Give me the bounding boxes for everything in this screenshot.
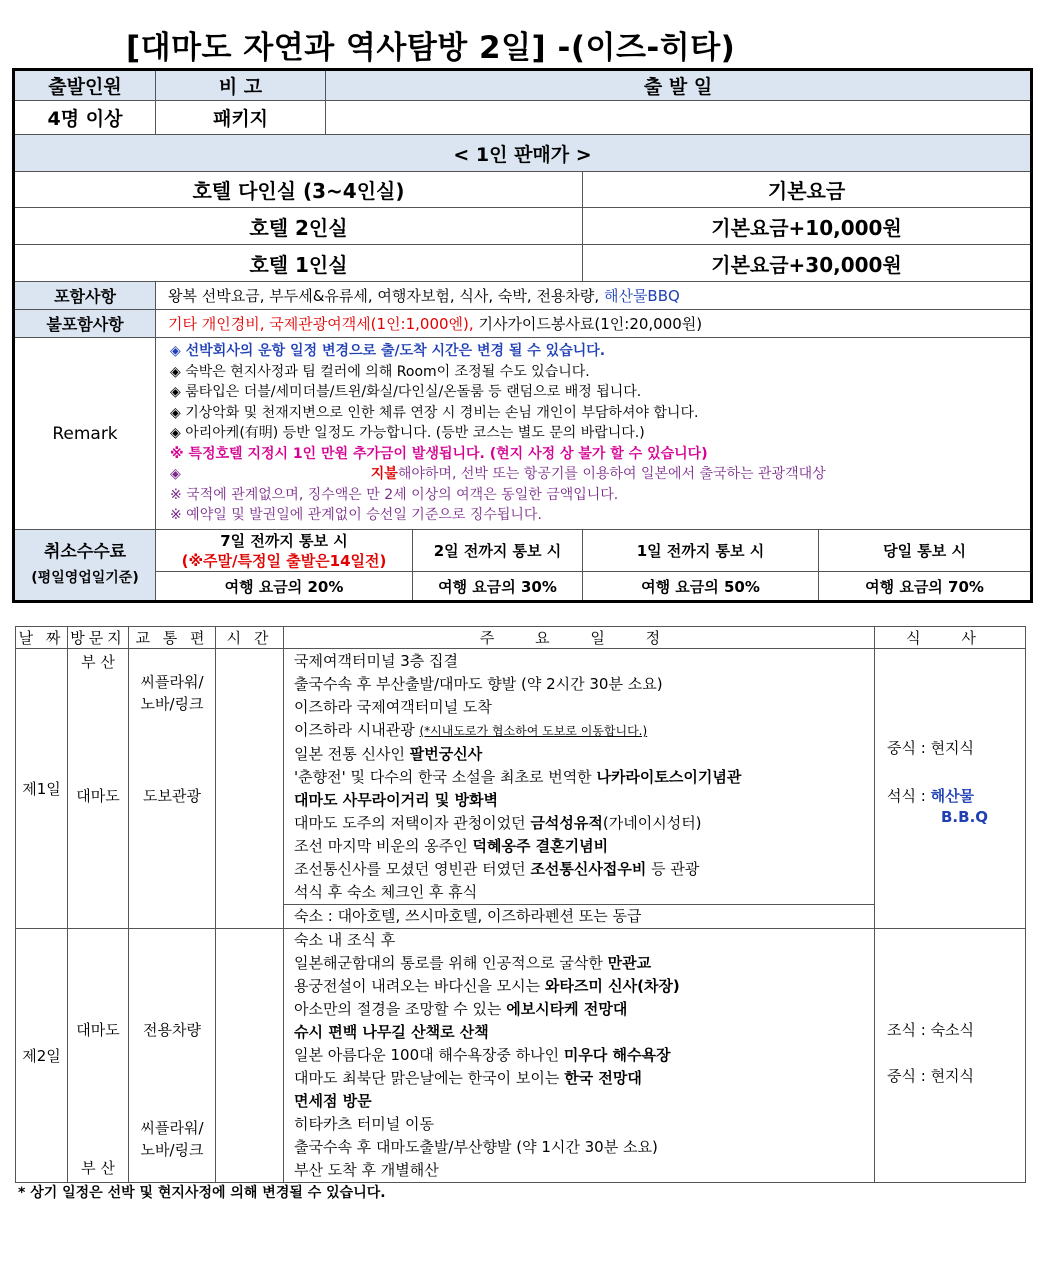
- remark-list: [156, 338, 1032, 530]
- day-time: [216, 649, 284, 929]
- header-time: 시 간: [216, 627, 284, 649]
- remark-item: ※ 예약일 및 발권일에 관계없이 승선일 기준으로 징수됩니다.: [170, 507, 542, 524]
- excluded-text: 기타 개인경비, 국제관광여객세(1인:1,000엔), 기사가이드봉사료(1인:20,000원): [156, 310, 1032, 338]
- header-schedule: 주 요 일 정: [284, 627, 875, 649]
- remark-item: ◈ 숙박은 현지사정과 팀 컬러에 의해 Room이 조정될 수도 있습니다.: [170, 363, 590, 380]
- day-label: 제2일: [16, 929, 68, 1183]
- cancel-when: 1일 전까지 통보 시: [583, 530, 819, 572]
- remark-item: ◈ 아리아케(有明) 등반 일정도 가능합니다. (등반 코스는 별도 문의 바랍니다.): [170, 425, 645, 442]
- footer-note: * 상기 일정은 선박 및 현지사정에 의해 변경될 수 있습니다.: [18, 1185, 386, 1201]
- header-meal: 식 사: [875, 627, 1026, 649]
- day-meals: 중식 : 현지식 석식 : 해산물 B.B.Q: [875, 649, 1026, 929]
- included-text: 왕복 선박요금, 부두세&유류세, 여행자보험, 식사, 숙박, 전용차량, 해산물BBQ: [156, 282, 1032, 310]
- cancel-label: 취소수수료 (평일영업일기준): [14, 530, 156, 602]
- itinerary-table: [15, 626, 1026, 1183]
- header-date: 출 발 일: [326, 70, 1032, 101]
- header-note: 비 고: [156, 70, 326, 101]
- cancel-fee: 여행 요금의 20%: [156, 572, 413, 602]
- cancel-when: 2일 전까지 통보 시: [413, 530, 583, 572]
- cancel-fee: 여행 요금의 30%: [413, 572, 583, 602]
- remark-item: ◈ 선박회사의 운항 일정 변경으로 출/도착 시간은 변경 될 수 있습니다.: [170, 343, 606, 360]
- page-title: [대마도 자연과 역사탐방 2일] -(이즈-히타): [126, 30, 736, 66]
- min-people: 4명 이상: [14, 101, 156, 135]
- cancel-when: 7일 전까지 통보 시 (※주말/특정일 출발은14일전): [156, 530, 413, 572]
- day-label: 제1일: [16, 649, 68, 929]
- cancel-fee: 여행 요금의 70%: [819, 572, 1032, 602]
- header-day: 날 짜: [16, 627, 68, 649]
- cancel-fee: 여행 요금의 50%: [583, 572, 819, 602]
- room-price: 기본요금+30,000원: [583, 245, 1032, 282]
- day-transport: 씨플라워/ 노바/링크 도보관광: [129, 649, 216, 929]
- remark-item: ◈ 기상악화 및 천재지변으로 인한 체류 연장 시 경비는 손님 개인이 부담하셔야 합니다.: [170, 404, 699, 421]
- summary-table: [12, 68, 1033, 603]
- price-header: < 1인 판매가 >: [14, 135, 1032, 172]
- day-place: 대마도 부 산: [68, 929, 129, 1183]
- remark-item: ※ 특정호텔 지정시 1인 만원 추가금이 발생됩니다. (현지 사정 상 불가 할 수 있습니다): [170, 445, 708, 462]
- room-price: 기본요금+10,000원: [583, 208, 1032, 245]
- day-schedule: 국제여객터미널 3층 집결 출국수속 후 부산출발/대마도 향발 (약 2시간 30분 소요) 이즈하라 국제여객터미널 도착 이즈하라 시내관광 (*시내도로가 협소하여 도보로 이동합니다.) 일본 전통 신사인 팔번궁신사 '춘향전' 및 다수의 한국 소설을 최초로 번역한 나카라이토스이기념관 대마도 사무라이거리 및 방화벽 대마도 도주의 저택이자 관청이었던 금석성유적(가네이시성터) 조선 마지막 비운의 옹주인 덕혜옹주 결혼기념비 조선통신사를 모셨던 영빈관 터였던 조선통신사접우비 등 관광 석식 후 숙소 체크인 후 휴식 숙소 : 대아호텔, 쓰시마호텔, 이즈하라펜션 또는 동급: [284, 649, 875, 929]
- cancel-when: 당일 통보 시: [819, 530, 1032, 572]
- excluded-label: 불포함사항: [14, 310, 156, 338]
- included-label: 포함사항: [14, 282, 156, 310]
- remark-label: Remark: [14, 338, 156, 530]
- room-type: 호텔 1인실: [14, 245, 583, 282]
- room-type: 호텔 다인실 (3~4인실): [14, 172, 583, 208]
- day-meals: 조식 : 숙소식 중식 : 현지식: [875, 929, 1026, 1183]
- remark-item: ◈ 지불해야하며, 선박 또는 항공기를 이용하여 일본에서 출국하는 관광객대상: [170, 466, 826, 483]
- remark-item: ※ 국적에 관계없으며, 징수액은 만 2세 이상의 여객은 동일한 금액입니다.: [170, 486, 619, 503]
- header-people: 출발인원: [14, 70, 156, 101]
- room-type: 호텔 2인실: [14, 208, 583, 245]
- day-place: 부 산 대마도: [68, 649, 129, 929]
- header-place: 방문지: [68, 627, 129, 649]
- room-price: 기본요금: [583, 172, 1032, 208]
- day-transport: 전용차량 씨플라워/ 노바/링크: [129, 929, 216, 1183]
- day-time: [216, 929, 284, 1183]
- hotel-line: 숙소 : 대아호텔, 쓰시마호텔, 이즈하라펜션 또는 동급: [284, 904, 874, 928]
- day-schedule: 숙소 내 조식 후 일본해군함대의 통로를 위해 인공적으로 굴삭한 만관교 용궁전설이 내려오는 바다신을 모시는 와타즈미 신사(차장) 아소만의 절경을 조망할 수 있는 에보시타케 전망대 슈시 편백 나무길 산책로 산책 일본 아름다운 100대 해수욕장중 하나인 미우다 해수욕장 대마도 최북단 맑은날에는 한국이 보이는 한국 전망대 면세점 방문 히타카츠 터미널 이동 출국수속 후 대마도출발/부산향발 (약 1시간 30분 소요) 부산 도착 후 개별해산: [284, 929, 875, 1183]
- header-transport: 교 통 편: [129, 627, 216, 649]
- departure-date: [326, 101, 1032, 135]
- package-note: 패키지: [156, 101, 326, 135]
- remark-item: ◈ 룸타입은 더블/세미더블/트윈/화실/다인실/온돌룸 등 랜덤으로 배정 됩니다.: [170, 384, 642, 401]
